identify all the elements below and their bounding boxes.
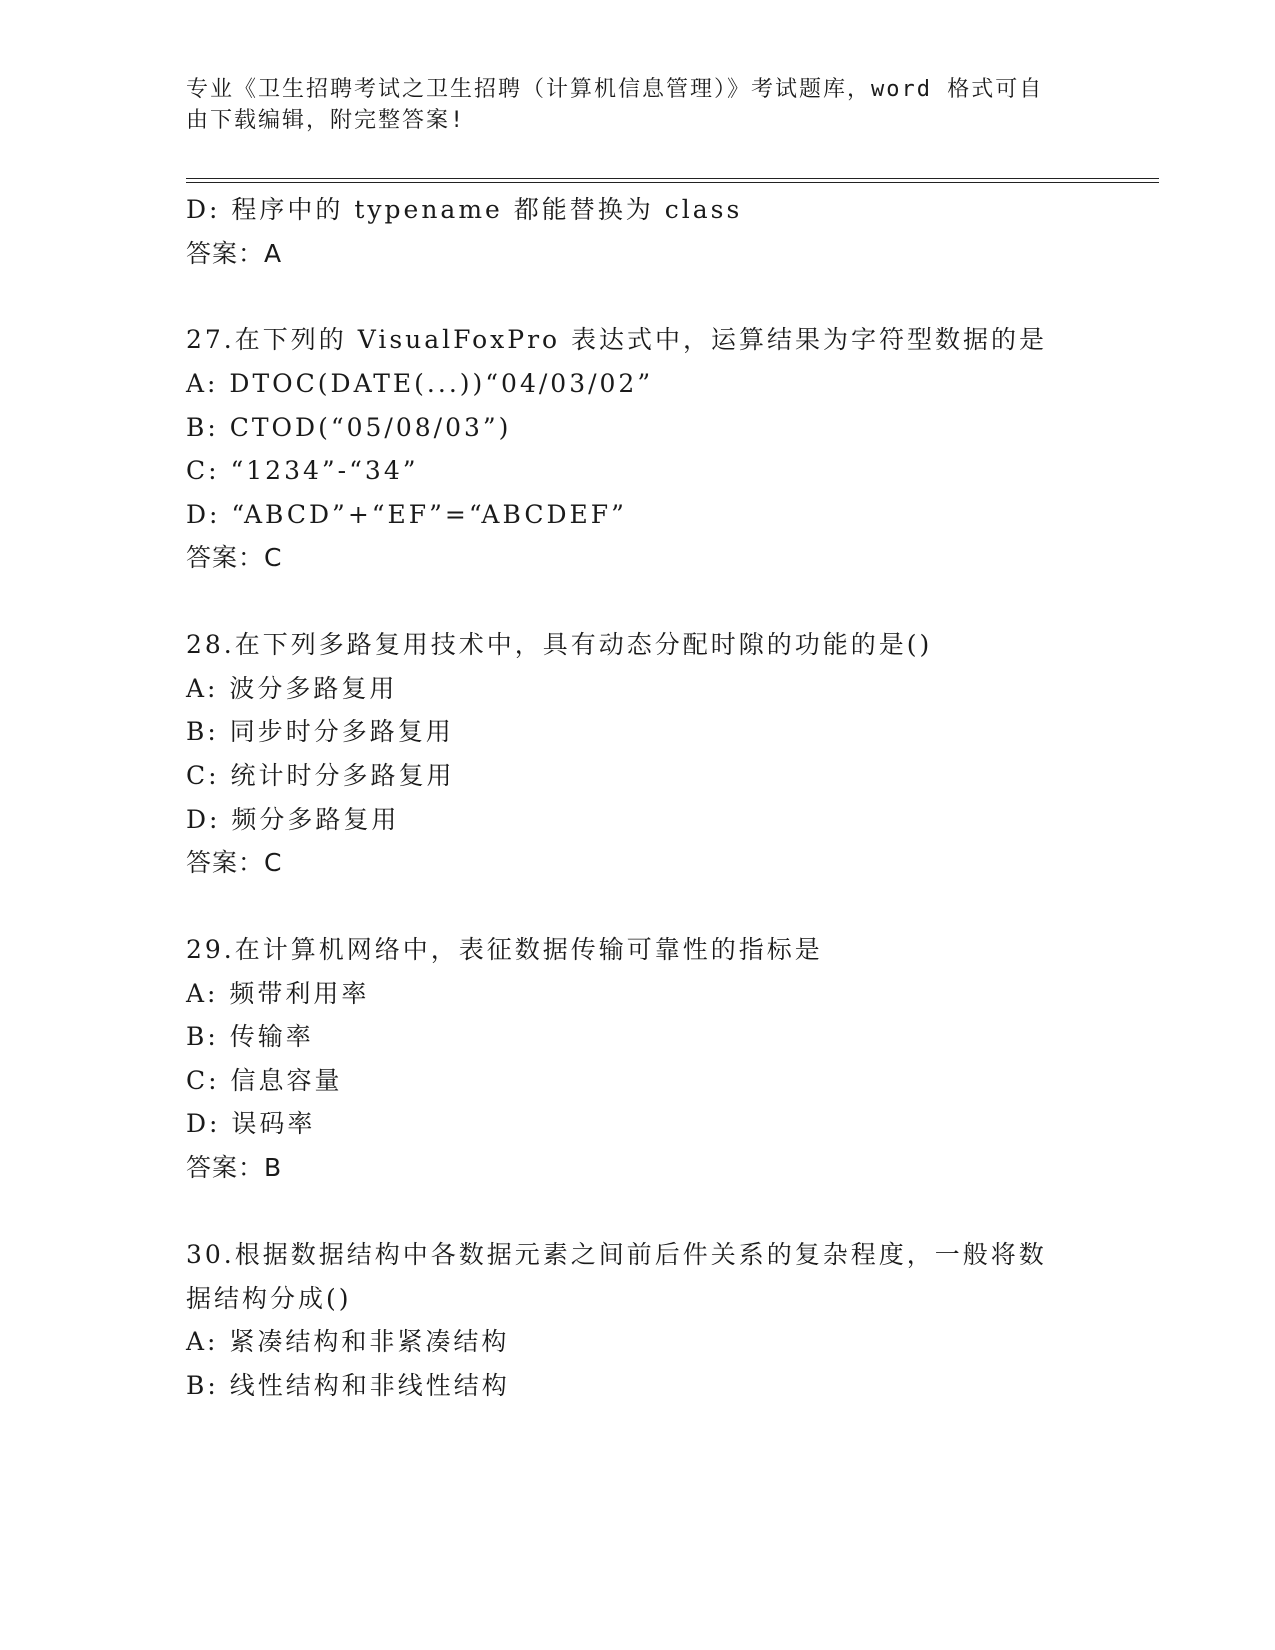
question-27-stem: 27.在下列的 VisualFoxPro 表达式中，运算结果为字符型数据的是	[186, 325, 1048, 354]
header-line-1: 专业《卫生招聘考试之卫生招聘（计算机信息管理）》考试题库，word 格式可自	[186, 77, 1044, 102]
question-28-option-c: C: 统计时分多路复用	[186, 761, 455, 790]
question-29-option-d: D: 误码率	[186, 1109, 316, 1138]
document-header	[186, 74, 1086, 136]
header-line-2: 由下载编辑，附完整答案!	[186, 108, 466, 133]
question-28-option-d: D: 频分多路复用	[186, 805, 400, 834]
question-30-stem-line-1: 30.根据数据结构中各数据元素之间前后件关系的复杂程度，一般将数	[186, 1240, 1047, 1269]
question-27-option-a: A: DTOC(DATE(...))“04/03/02”	[186, 369, 654, 398]
question-27-option-d: D: “ABCD”+“EF”=“ABCDEF”	[186, 500, 627, 529]
prev-question-answer: 答案：A	[186, 239, 283, 268]
question-28-answer: 答案：C	[186, 848, 283, 877]
question-30-option-a: A: 紧凑结构和非紧凑结构	[186, 1327, 510, 1356]
question-29-option-b: B: 传输率	[186, 1022, 314, 1051]
question-28-option-a: A: 波分多路复用	[186, 674, 398, 703]
prev-question-option-d: D: 程序中的 typename 都能替换为 class	[186, 195, 743, 224]
question-30-option-b: B: 线性结构和非线性结构	[186, 1371, 510, 1400]
header-divider-top	[186, 178, 1159, 179]
question-28-option-b: B: 同步时分多路复用	[186, 717, 454, 746]
question-29-answer: 答案：B	[186, 1153, 283, 1182]
question-29-option-c: C: 信息容量	[186, 1066, 343, 1095]
question-28-stem: 28.在下列多路复用技术中，具有动态分配时隙的功能的是()	[186, 630, 933, 659]
question-27-option-b: B: CTOD(“05/08/03”)	[186, 413, 512, 442]
question-29-option-a: A: 频带利用率	[186, 979, 370, 1008]
question-27-option-c: C: “1234”-“34”	[186, 456, 419, 485]
header-divider-bottom	[186, 182, 1159, 183]
question-27-answer: 答案：C	[186, 543, 283, 572]
question-29-stem: 29.在计算机网络中，表征数据传输可靠性的指标是	[186, 935, 823, 964]
question-30-stem-line-2: 据结构分成()	[186, 1284, 352, 1313]
